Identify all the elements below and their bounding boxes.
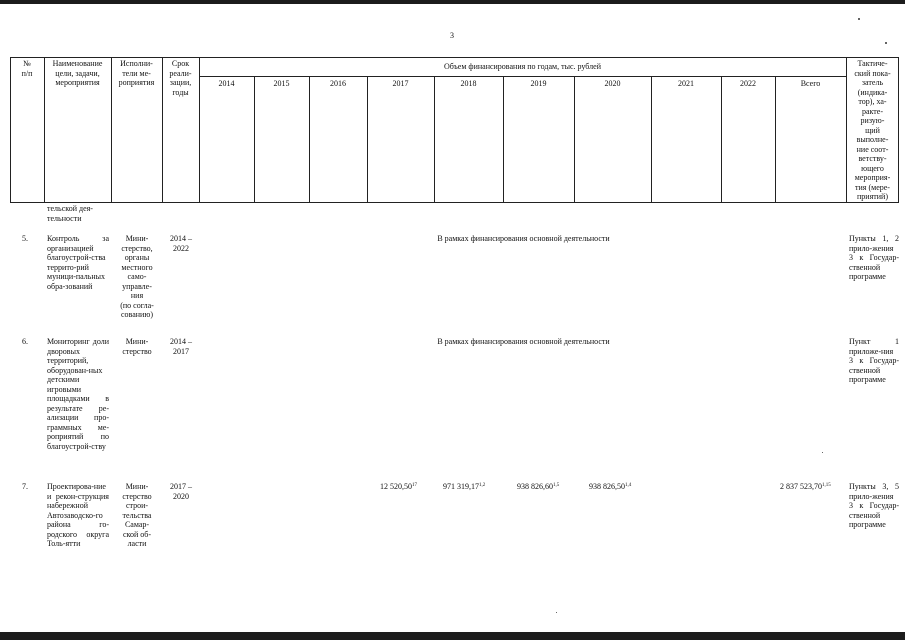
year-divider (721, 76, 722, 203)
row-6-term: 2014 – 2017 (170, 337, 192, 356)
header-year-2020: 2020 (604, 79, 621, 88)
row-7-executor: Мини- стерство строи- тельства Самар- ской об- ласти (122, 482, 152, 548)
row-divider (199, 76, 846, 77)
row-5-term: 2014 – 2022 (170, 234, 192, 253)
row-5-number: 5. (22, 234, 28, 243)
year-divider (434, 76, 435, 203)
header-total: Всего (800, 79, 821, 88)
year-divider (574, 76, 575, 203)
header-executor: Исполни- тели ме- роприятия (118, 59, 155, 87)
header-year-2017: 2017 (392, 79, 409, 88)
row-5-executor: Мини- стерство, органы местного само- управле- ния (по согла- сованию) (120, 234, 154, 319)
row-7-value-2019: 938 826,60$^{1,5}$ (517, 482, 560, 491)
scan-speck (858, 18, 860, 20)
scan-speck (885, 42, 887, 44)
header-year-2015: 2015 (273, 79, 290, 88)
row-7-value-2020: 938 826,50$^{1,4}$ (589, 482, 632, 491)
year-divider (651, 76, 652, 203)
row-6-name: Мониторинг доли дворовых территорий, оборудован-ных детскими игровыми площадками в результате ре-ализации про-граммных ме-роприятий по благоустрой-ству (47, 337, 109, 451)
row-5-indicator: Пункты 1, 2 прило-жения 3 к Государ-ственной программе (849, 234, 899, 281)
header-indicator: Тактиче- ский пока- затель (индика- тор), ха- ракте- ризую- щий выполне- ние соот- ветству- ющего мероприя- тия (мере- приятий) (854, 59, 891, 201)
header-year-2022: 2022 (740, 79, 756, 88)
page-number: 3 (450, 31, 454, 40)
scan-speck (822, 452, 823, 453)
row-7-value-total: 2 837 523,70$^{1,15}$ (780, 482, 831, 491)
row-7-value-2018: 971 319,17$^{1,2}$ (443, 482, 486, 491)
year-divider (309, 76, 310, 203)
row-7-term: 2017 – 2020 (170, 482, 192, 501)
scan-edge-bottom (0, 632, 905, 640)
row-5-financing: В рамках финансирования основной деятельности (437, 234, 610, 243)
header-year-2014: 2014 (218, 79, 235, 88)
scan-speck (556, 612, 557, 613)
header-term: Срок реали- зации, годы (169, 59, 192, 97)
year-divider (367, 76, 368, 203)
header-year-2018: 2018 (460, 79, 477, 88)
header-year-2016: 2016 (330, 79, 346, 88)
header-year-2019: 2019 (530, 79, 547, 88)
row-7-name: Проектирова-ние и рекон-струкция набережной Автозаводско-го района го-родского округа Толь-ятти (47, 482, 109, 548)
row-5-name: Контроль за организацией благоустрой-ства террито-рий муници-пальных обра-зований (47, 234, 109, 291)
row-6-number: 6. (22, 337, 28, 346)
year-divider (775, 76, 776, 203)
header-name: Наименование цели, задачи, мероприятия (52, 59, 103, 87)
row-6-indicator: Пункт 1 приложе-ния 3 к Государ-ственной программе (849, 337, 899, 384)
header-number: № п/п (21, 59, 33, 78)
header-financing: Объем финансирования по годам, тыс. рублей (444, 62, 601, 71)
scan-edge-top (0, 0, 905, 4)
year-divider (254, 76, 255, 203)
header-year-2021: 2021 (678, 79, 694, 88)
row-6-financing: В рамках финансирования основной деятельности (437, 337, 610, 346)
row-6-executor: Мини- стерство (122, 337, 152, 356)
row-7-number: 7. (22, 482, 28, 491)
continuation-text: тельской дея- тельности (47, 204, 93, 223)
row-7-value-2017: 12 520,50$^{17}$ (380, 482, 417, 491)
row-7-indicator: Пункты 3, 5 прило-жения 3 к Государ-ственной программе (849, 482, 899, 529)
year-divider (503, 76, 504, 203)
